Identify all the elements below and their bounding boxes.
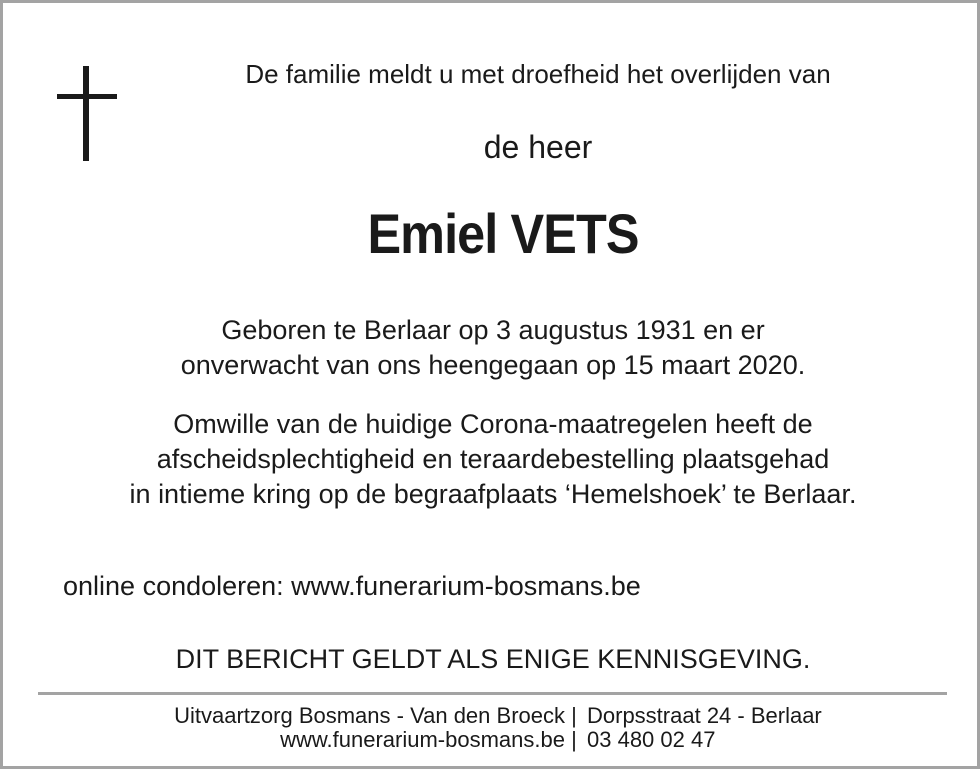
funeral-line: afscheidsplechtigheid en teraardebestelling plaatsgehad: [156, 444, 830, 474]
funeral-line: Omwille van de huidige Corona-maatregelen heeft de: [173, 409, 813, 439]
official-notice: DIT BERICHT GELDT ALS ENIGE KENNISGEVING.: [175, 644, 811, 674]
intro-text: De familie meldt u met droefheid het overlijden van: [245, 59, 831, 89]
footer-phone[interactable]: 03 480 02 47: [587, 727, 716, 752]
company-address: Dorpsstraat 24 - Berlaar: [587, 703, 822, 728]
funeral-paragraph: [3, 407, 980, 512]
footer-website-link[interactable]: www.funerarium-bosmans.be: [280, 727, 565, 752]
footer-separator: |: [571, 703, 577, 728]
honorific: de heer: [483, 129, 593, 165]
birth-line: onverwacht van ons heengegaan op 15 maart 2020.: [180, 350, 806, 380]
online-condolence-link[interactable]: online condoleren: www.funerarium-bosmans.be: [63, 571, 641, 601]
funeral-line: in intieme kring op de begraafplaats ‘Hemelshoek’ te Berlaar.: [129, 479, 857, 509]
footer-divider: [38, 692, 947, 695]
footer-separator: |: [571, 727, 577, 752]
birth-line: Geboren te Berlaar op 3 augustus 1931 en er: [221, 315, 765, 345]
deceased-name: Emiel VETS: [367, 202, 639, 265]
company-name: Uitvaartzorg Bosmans - Van den Broeck: [174, 703, 565, 728]
birth-paragraph: [3, 313, 980, 383]
